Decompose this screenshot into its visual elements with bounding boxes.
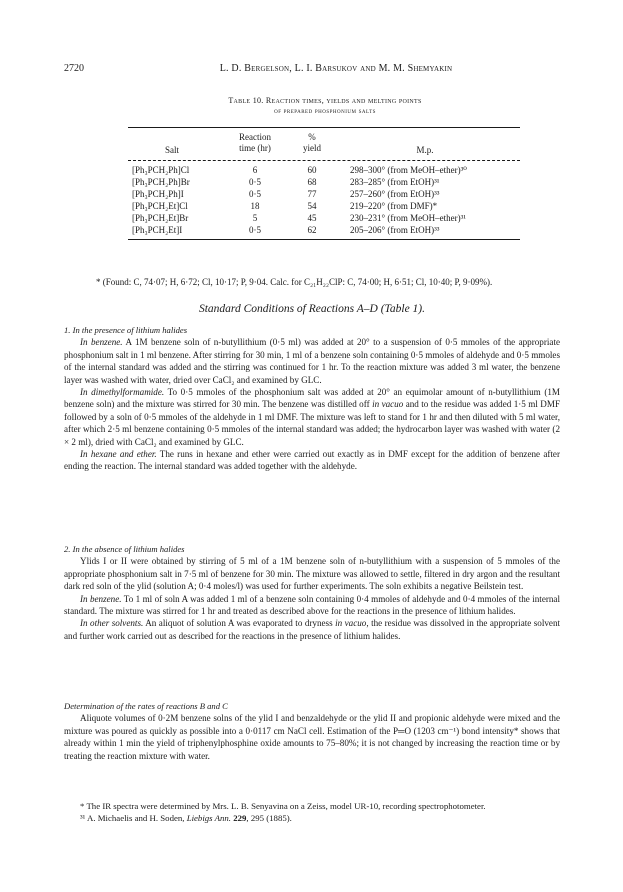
paragraph	[64, 448, 560, 473]
table-row	[128, 188, 520, 200]
part2-block	[64, 543, 560, 642]
paragraph-label: In benzene.	[80, 593, 122, 604]
results-table	[128, 127, 520, 240]
cell-time: 0·5	[249, 177, 261, 187]
footnote: * The IR spectra were determined by Mrs. L. B. Senyavina on a Zeiss, model UR-10, recording spectrophotometer.	[80, 801, 486, 811]
cell-salt: [Ph₃PCH₂Et]I	[132, 225, 183, 235]
paragraph-text: An aliquot of solution A was evaporated to dryness	[145, 618, 333, 629]
cell-time: 18	[250, 201, 260, 211]
paragraph-italic: in vacuo	[335, 618, 367, 629]
table-body	[128, 164, 520, 236]
header-yield	[292, 132, 332, 154]
header-salt: Salt	[164, 145, 179, 155]
cell-mp: 205–206° (from EtOH)³³	[350, 225, 440, 235]
part1-block	[64, 324, 560, 473]
paragraph-text: To 0·5 mmoles of the phosphonium salt was added at 20° an equimolar amount of n-butyllithium (1M benzene soln) and the mixture was stirred for 30 min. The benzene was distilled off	[64, 387, 561, 410]
cell-salt: [Ph₃PCH₂Ph]Cl	[132, 165, 190, 175]
cell-mp: 298–300° (from MeOH–ether)³⁰	[350, 165, 467, 175]
page-number: 2720	[64, 63, 84, 74]
cell-salt: [Ph₃PCH₂Ph]I	[132, 189, 184, 199]
part1-heading: 1. In the presence of lithium halides	[64, 325, 188, 335]
paragraph	[64, 712, 560, 762]
cell-time: 6	[252, 165, 258, 175]
table-footnote: * (Found: C, 74·07; H, 6·72; Cl, 10·17; P, 9·04. Calc. for C₂₁H₂₂ClP: C, 74·00; H, 6·51; Cl, 10·40; P, 9·09%).	[96, 277, 493, 287]
cell-salt: [Ph₃PCH₂Et]Br	[132, 213, 189, 223]
footnote-text: , 295 (1885).	[246, 813, 292, 823]
paragraph	[64, 617, 560, 642]
footnote	[64, 812, 560, 824]
cell-yield: 68	[307, 177, 317, 187]
cell-mp: 230–231° (from MeOH–ether)³¹	[350, 213, 466, 223]
paragraph-italic: in vacuo	[372, 399, 404, 410]
paragraph-text: Aliquote volumes of 0·2M benzene solns of the ylid I and benzaldehyde or the ylid II and propionic aldehyde were mixed and the mixture was poured as quickly as possible into a 0·0117 cm NaCl cell. Estimation of the P═O (1203 cm⁻¹) bond intensity* shows that already within 1 min the yield of triphenylphosphine oxide amounts to 75–80%; it is not changed by increasing the reaction time or by treating the reaction mixture with water.	[64, 713, 560, 761]
paragraph-text: A 1M benzene soln of n-butyllithium (0·5 ml) was added at 20° to a suspension of 0·5 mmoles of the appropriate phosphonium salt in 1 ml benzene. After stirring for 30 min, 1 ml of a benzene soln containing 0·5 mmoles of aldehyde and 0·5 mmoles of the internal standard was added and the stirring was continued for 1 hr. To the reaction mixture was added 3 ml water, the benzene layer was washed with water, dried over CaCl₂ and examined by GLC.	[64, 337, 561, 385]
cell-mp: 219–220° (from DMF)*	[350, 201, 438, 211]
table-row	[128, 224, 520, 236]
paragraph-label: In benzene.	[80, 337, 123, 348]
header-yield-line2: yield	[303, 143, 321, 153]
paragraph-label: In hexane and ether.	[80, 449, 157, 460]
table-header	[128, 128, 520, 160]
cell-salt: [Ph₃PCH₂Ph]Br	[132, 177, 190, 187]
table-caption-title: Table 10. Reaction times, yields and melting points	[228, 96, 422, 105]
header-time-line1: Reaction	[239, 132, 271, 142]
cell-yield: 62	[307, 225, 317, 235]
header-yield-line1: %	[308, 132, 316, 142]
table-row	[128, 164, 520, 176]
footnote-journal: Liebigs Ann.	[186, 813, 232, 823]
header-time-line2: time (hr)	[239, 143, 271, 153]
table-caption-subtitle: of prepared phosphonium salts	[274, 108, 376, 115]
cell-yield: 77	[307, 189, 317, 199]
paragraph	[64, 386, 560, 448]
section-heading: Standard Conditions of Reactions A–D (Table 1).	[198, 303, 426, 315]
header-mp: M.p.	[416, 145, 434, 155]
paragraph	[64, 336, 560, 386]
footnote-volume: 229	[233, 813, 247, 823]
table-row	[128, 176, 520, 188]
table-bottom-rule	[128, 239, 520, 240]
footnote-text: ³¹ A. Michaelis and H. Soden,	[80, 813, 185, 823]
paragraph-text: Ylids I or II were obtained by stirring of 5 ml of a 1M benzene soln of n-butyllithium with a suspension of 5 mmoles of the appropriate phosphonium salt in 7·5 ml of benzene for 30 min. The mixture was allowed to settle, filtered in dry argon and the resultant dark red soln of the ylid (solution A; 0·4 moles/l) was used for further experiments. The soln exhibits a negative Beilstein test.	[64, 556, 560, 592]
paragraph-text: and to the residue was added 1·5 ml DMF followed by a soln of 0·5 mmoles of the aldehyde in 1 ml DMF. The mixture was left to stand for 1 hr and then diluted with 5 ml water, after which 2·5 ml benzene containing 0·5 mmoles of the internal standard was added; the hydrocarbon layer was washed with water (2 × 2 ml), dried with CaCl₂ and examined by GLC.	[64, 399, 560, 447]
cell-mp: 257–260° (from EtOH)³³	[350, 189, 440, 199]
cell-yield: 60	[307, 165, 317, 175]
cell-time: 0·5	[249, 225, 261, 235]
paragraph-text: To 1 ml of soln A was added 1 ml of a benzene soln containing 0·4 mmoles of aldehyde and 0·4 mmoles of the internal standard. The mixture was stirred for 1 hr and treated as described above for the reactions in the presence of lithium halides.	[64, 593, 560, 617]
paragraph-text: , the residue was dissolved in the appropriate solvent and further work carried out as described for the reactions in the presence of lithium halides.	[64, 618, 561, 641]
cell-yield: 54	[307, 201, 317, 211]
table-row	[128, 200, 520, 212]
part2-heading: 2. In the absence of lithium halides	[64, 544, 185, 554]
paragraph-label: In dimethylformamide.	[80, 387, 165, 398]
cell-salt: [Ph₃PCH₂Et]Cl	[132, 201, 188, 211]
page-footnotes	[64, 800, 560, 824]
paragraph-text: The runs in hexane and ether were carried out exactly as in DMF except for the addition of benzene after ending the reaction. The internal standard was added together with the aldehyde.	[64, 449, 560, 472]
cell-time: 0·5	[249, 189, 261, 199]
cell-time: 5	[252, 213, 258, 223]
running-head: L. D. Bergelson, L. I. Barsukov and M. M. Shemyakin	[219, 63, 453, 74]
cell-mp: 283–285° (from EtOH)³¹	[350, 177, 440, 187]
paragraph	[64, 555, 560, 592]
paragraph-label: In other solvents.	[80, 618, 144, 629]
table-row	[128, 212, 520, 224]
table-caption	[140, 95, 510, 117]
part3-block	[64, 700, 560, 762]
paragraph	[64, 593, 560, 618]
part3-heading: Determination of the rates of reactions B and C	[64, 701, 228, 711]
cell-yield: 45	[307, 213, 317, 223]
header-time	[228, 132, 282, 154]
